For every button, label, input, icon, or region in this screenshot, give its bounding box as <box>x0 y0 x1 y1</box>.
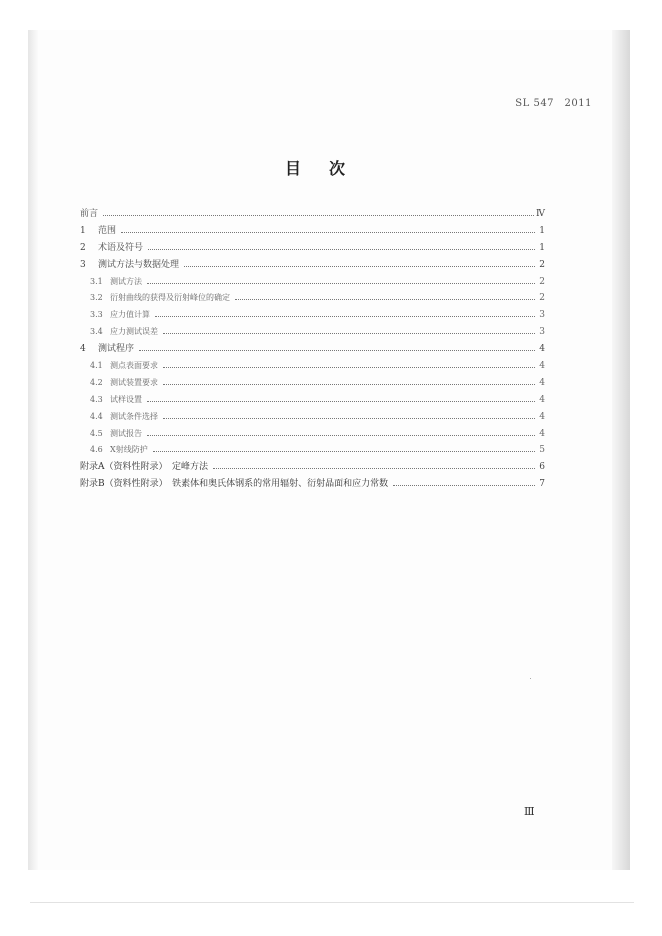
toc-entry-title: 附录B（资料性附录） 铁素体和奥氏体钢系的常用辐射、衍射晶面和应力常数 <box>80 479 389 490</box>
toc-entry-page: 4 <box>539 428 545 439</box>
toc-entry-title: 测试条件选择 <box>110 411 158 421</box>
toc-leader-dots <box>103 205 534 216</box>
toc-entry-page: 3 <box>539 310 545 321</box>
toc-entry[interactable] <box>80 306 545 322</box>
scan-left-edge <box>28 30 38 870</box>
table-of-contents <box>80 205 545 492</box>
toc-entry-page: 2 <box>539 259 545 270</box>
toc-leader-dots <box>139 340 535 351</box>
toc-leader-dots <box>147 425 535 436</box>
toc-leader-dots <box>153 441 535 452</box>
toc-entry-number: 3 <box>80 259 86 270</box>
toc-entry-page: 4 <box>539 411 545 422</box>
toc-entry-page: 4 <box>539 394 545 405</box>
toc-entry-title: 测试方法与数据处理 <box>98 259 180 270</box>
toc-entry-page: 3 <box>539 327 545 338</box>
toc-entry[interactable] <box>80 391 545 407</box>
toc-entry-number: 4.2 <box>90 377 103 387</box>
scan-bottom-edge <box>30 902 634 903</box>
toc-entry[interactable] <box>80 289 545 305</box>
toc-entry-title: X射线防护 <box>110 445 148 455</box>
toc-entry-page: 2 <box>539 293 545 304</box>
toc-entry[interactable] <box>80 441 545 457</box>
toc-entry-number: 4.3 <box>90 394 103 404</box>
toc-entry-title: 术语及符号 <box>98 242 144 253</box>
toc-leader-dots <box>184 256 535 267</box>
toc-leader-dots <box>163 323 535 334</box>
toc-entry-title: 应力值计算 <box>110 310 150 320</box>
toc-leader-dots <box>155 306 535 317</box>
toc-entry[interactable] <box>80 323 545 339</box>
toc-entry-title: 试样设置 <box>110 394 142 404</box>
toc-entry-page: Ⅳ <box>536 209 545 219</box>
toc-entry[interactable] <box>80 273 545 289</box>
toc-entry-title: 范围 <box>98 225 117 236</box>
toc-entry-title: 衍射曲线的获得及衍射峰位的确定 <box>110 293 230 303</box>
toc-entry-number: 2 <box>80 242 86 253</box>
toc-entry-page: 4 <box>539 377 545 388</box>
toc-entry[interactable] <box>80 374 545 390</box>
toc-leader-dots <box>163 408 535 419</box>
toc-entry-title: 测试程序 <box>98 344 135 355</box>
toc-entry-number: 3.1 <box>90 276 103 286</box>
standard-code: SL 547 2011 <box>515 98 592 109</box>
toc-leader-dots <box>163 357 535 368</box>
toc-entry-title: 测试装置要求 <box>110 377 158 387</box>
toc-entry[interactable] <box>80 408 545 424</box>
toc-entry[interactable] <box>80 256 545 272</box>
toc-entry-page: 7 <box>539 479 545 490</box>
toc-entry-number: 4.5 <box>90 428 103 438</box>
toc-leader-dots <box>147 391 535 402</box>
toc-entry[interactable] <box>80 425 545 441</box>
toc-entry-number: 4.4 <box>90 411 103 421</box>
toc-leader-dots <box>148 239 535 250</box>
toc-entry-page: 1 <box>539 242 545 253</box>
toc-entry-number: 3.3 <box>90 310 103 320</box>
toc-leader-dots <box>393 475 535 486</box>
toc-entry[interactable] <box>80 205 545 221</box>
toc-entry-number: 4 <box>80 344 86 355</box>
toc-entry-title: 测点表面要求 <box>110 361 158 371</box>
toc-entry-page: 1 <box>539 225 545 236</box>
toc-leader-dots <box>147 273 535 284</box>
toc-entry-number: 3.2 <box>90 293 103 303</box>
toc-entry-page: 5 <box>539 445 545 456</box>
toc-entry-number: 4.6 <box>90 445 103 455</box>
toc-entry-title: 应力测试误差 <box>110 327 158 337</box>
toc-entry[interactable] <box>80 458 545 474</box>
page-title: 目次 <box>285 159 374 178</box>
toc-entry-page: 4 <box>539 361 545 372</box>
toc-entry-number: 3.4 <box>90 327 103 337</box>
toc-entry-page: 2 <box>539 276 545 287</box>
toc-entry-title: 附录A（资料性附录） 定峰方法 <box>80 462 209 473</box>
toc-entry-page: 6 <box>539 462 545 473</box>
toc-entry-number: 4.1 <box>90 361 103 371</box>
toc-leader-dots <box>121 222 535 233</box>
toc-entry[interactable] <box>80 222 545 238</box>
toc-entry[interactable] <box>80 239 545 255</box>
toc-entry[interactable] <box>80 340 545 356</box>
toc-entry-title: 测试方法 <box>110 276 142 286</box>
toc-leader-dots <box>235 289 535 300</box>
page-number: Ⅲ <box>524 805 535 818</box>
toc-entry[interactable] <box>80 357 545 373</box>
toc-leader-dots <box>163 374 535 385</box>
toc-leader-dots <box>213 458 535 469</box>
toc-entry-number: 1 <box>80 225 86 236</box>
toc-entry[interactable] <box>80 475 545 491</box>
toc-entry-page: 4 <box>539 344 545 355</box>
toc-entry-title: 前言 <box>80 209 99 219</box>
toc-entry-title: 测试报告 <box>110 428 142 438</box>
scan-speck <box>530 678 531 679</box>
scan-right-edge <box>612 30 630 870</box>
